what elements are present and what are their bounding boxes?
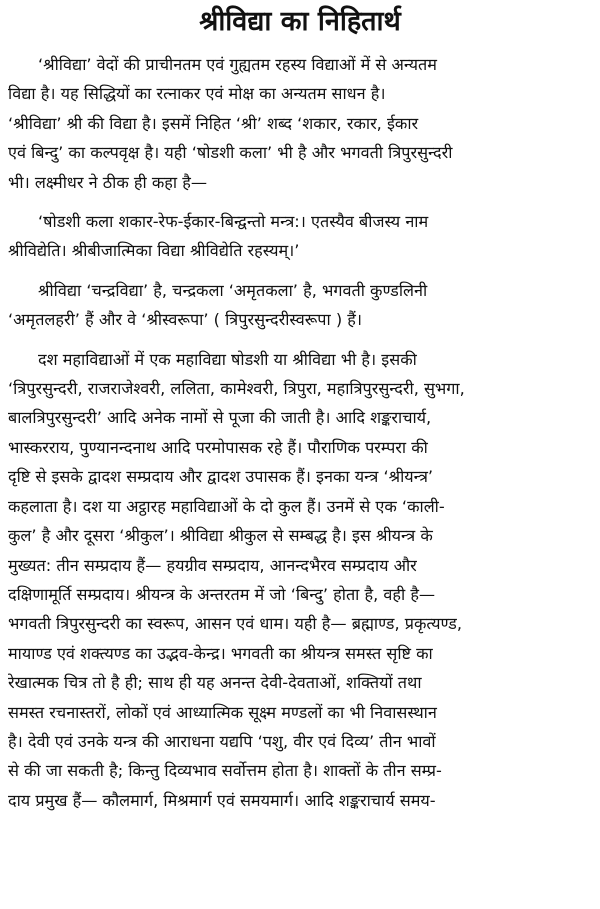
text-line: विद्या है। यह सिद्धियों का रत्नाकर एवं मोक्ष का अन्यतम साधन है। (8, 84, 386, 104)
text-line: बालत्रिपुरसुन्दरी’ आदि अनेक नामों से पूजा की जाती है। आदि शङ्कराचार्य, (8, 408, 432, 428)
paragraph-chandravidya (8, 276, 592, 335)
paragraph-quote (8, 207, 592, 266)
text-line: दश महाविद्याओं में एक महाविद्या षोडशी या श्रीविद्या भी है। इसकी (38, 349, 417, 369)
text-line: मायाण्ड एवं शक्त्यण्ड का उद्भव-केन्द्र। भगवती का श्रीयन्त्र समस्त सृष्टि का (8, 643, 433, 663)
text-line: ‘त्रिपुरसुन्दरी, राजराजेश्वरी, ललिता, कामेश्वरी, त्रिपुरा, महात्रिपुरसुन्दरी, सुभगा, (8, 379, 465, 399)
text-line: श्रीविद्येति। श्रीबीजात्मिका विद्या श्रीविद्येति रहस्यम्।’ (8, 241, 300, 261)
text-line: कहलाता है। दश या अट्ठारह महाविद्याओं के दो कुल हैं। उनमें से एक ‘काली- (8, 496, 445, 516)
page-title: श्रीविद्या का निहितार्थ (199, 6, 401, 37)
paragraph-intro (8, 50, 592, 197)
text-line: कुल’ है और दूसरा ‘श्रीकुल’। श्रीविद्या श्रीकुल से सम्बद्ध है। इस श्रीयन्त्र के (8, 526, 433, 546)
text-line: श्रीविद्या ‘चन्द्रविद्या’ है, चन्द्रकला ‘अमृतकला’ है, भगवती कुण्डलिनी (38, 280, 428, 300)
text-line: भगवती त्रिपुरसुन्दरी का स्वरूप, आसन एवं धाम। यही है— ब्रह्माण्ड, प्रकृत्यण्ड, (8, 614, 462, 634)
text-line: समस्त रचनास्तरों, लोकों एवं आध्यात्मिक सूक्ष्म मण्डलों का भी निवासस्थान (8, 702, 437, 722)
text-line: ‘श्रीविद्या’ श्री की विद्या है। इसमें निहित ‘श्री’ शब्द ‘शकार, रकार, ईकार (8, 113, 419, 133)
text-line: ‘षोडशी कला शकार-रेफ-ईकार-बिन्द्वन्तो मन्त्र:। एतस्यैव बीजस्य नाम (38, 212, 429, 232)
text-line: दृष्टि से इसके द्वादश सम्प्रदाय और द्वादश उपासक हैं। इनका यन्त्र ‘श्रीयन्त्र’ (8, 467, 434, 487)
text-line: रेखात्मक चित्र तो है ही; साथ ही यह अनन्त देवी-देवताओं, शक्तियों तथा (8, 673, 422, 693)
text-line: से की जा सकती है; किन्तु दिव्यभाव सर्वोत्तम होता है। शाक्तों के तीन सम्प्र- (8, 761, 442, 781)
text-line: ‘श्रीविद्या’ वेदों की प्राचीनतम एवं गुह्यतम रहस्य विद्याओं में से अन्यतम (38, 55, 437, 74)
text-line: दक्षिणामूर्ति सम्प्रदाय। श्रीयन्त्र के अन्तरतम में जो ‘बिन्दु’ होता है, वही है— (8, 584, 436, 604)
text-line: दाय प्रमुख हैं— कौलमार्ग, मिश्रमार्ग एवं समयमार्ग। आदि शङ्कराचार्य समय- (8, 790, 436, 810)
text-line: ‘अमृतलहरी’ हैं और वे ‘श्रीस्वरूपा’ ( त्रिपुरसुन्दरीस्वरूपा ) हैं। (8, 310, 363, 330)
text-line: है। देवी एवं उनके यन्त्र की आराधना यद्यपि ‘पशु, वीर एवं दिव्य’ तीन भावों (8, 731, 436, 751)
text-line: भास्करराय, पुण्यानन्दनाथ आदि परमोपासक रहे हैं। पौराणिक परम्परा की (8, 437, 428, 457)
paragraph-mahavidya (8, 345, 592, 816)
text-line: भी। लक्ष्मीधर ने ठीक ही कहा है— (8, 172, 208, 192)
text-line: मुख्यत: तीन सम्प्रदाय हैं— हयग्रीव सम्प्रदाय, आनन्दभैरव सम्प्रदाय और (8, 555, 417, 575)
text-line: एवं बिन्दु’ का कल्पवृक्ष है। यही ‘षोडशी कला’ भी है और भगवती त्रिपुरसुन्दरी (8, 143, 453, 163)
